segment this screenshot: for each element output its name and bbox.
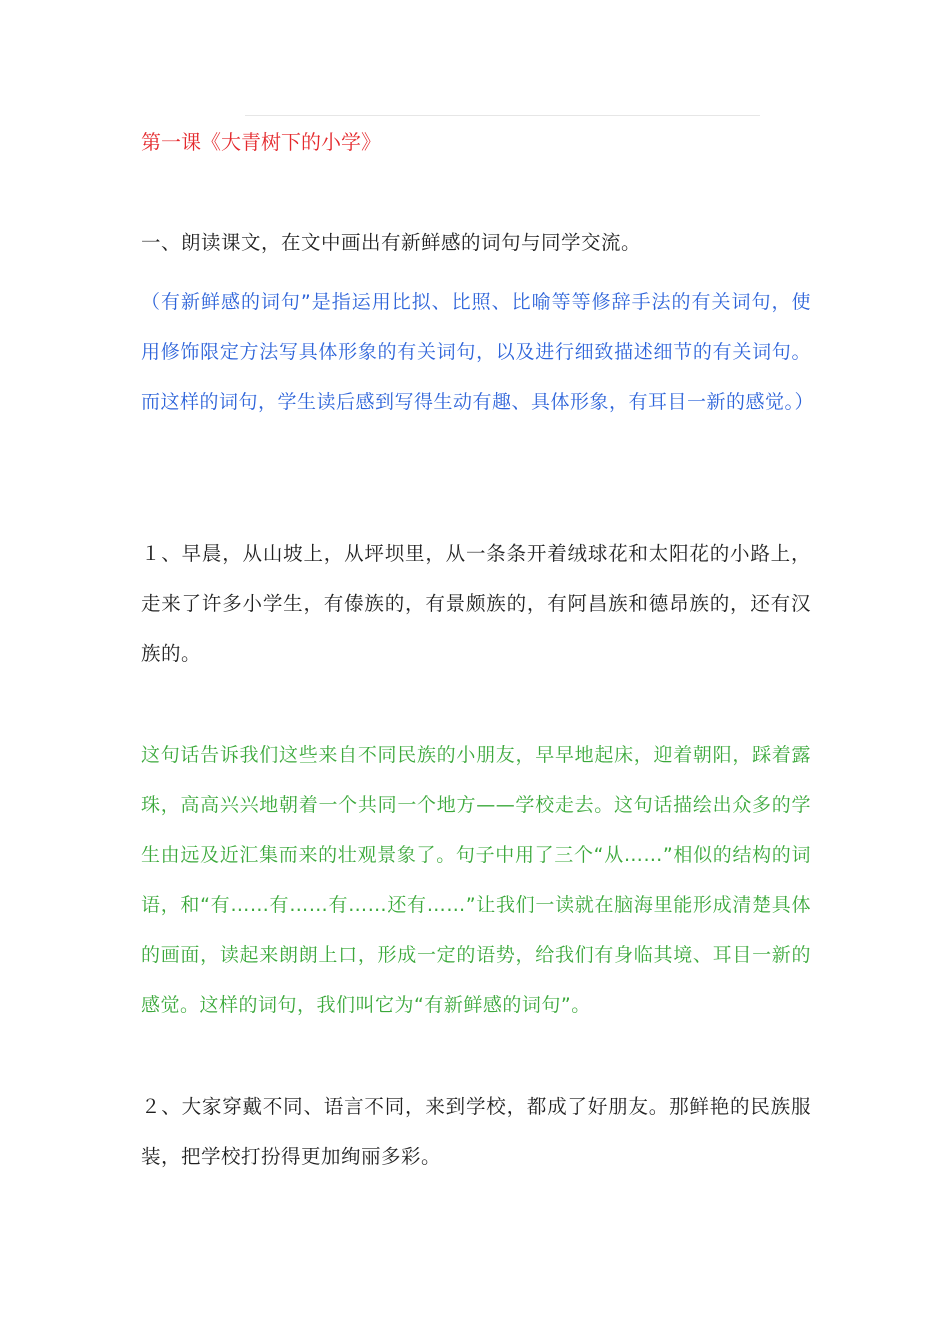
explanatory-note: （有新鲜感的词句”是指运用比拟、比照、比喻等等修辞手法的有关词句，使用修饰限定方法写具体形象的有关词句，以及进行细致描述细节的有关词句。而这样的词句，学生读后感到写得生动有趣、具体形象，有耳目一新的感觉。）	[141, 291, 815, 413]
quote-paragraph-1: １、早晨，从山坡上，从坪坝里，从一条条开着绒球花和太阳花的小路上，走来了许多小学生，有傣族的，有景颇族的，有阿昌族和德昂族的，还有汉族的。	[141, 542, 811, 665]
section-heading: 一、朗读课文，在文中画出有新鲜感的词句与同学交流。	[141, 231, 642, 254]
lesson-title: 第一课《大青树下的小学》	[141, 130, 381, 154]
quote-paragraph-2: ２、大家穿戴不同、语言不同，来到学校，都成了好朋友。那鲜艳的民族服装，把学校打扮得更加绚丽多彩。	[141, 1095, 811, 1168]
analysis-paragraph-1: 这句话告诉我们这些来自不同民族的小朋友，早早地起床，迎着朝阳，踩着露珠，高高兴兴地朝着一个共同一个地方——学校走去。这句话描绘出众多的学生由远及近汇集而来的壮观景象了。句子中用了三个“从……”相似的结构的词语，和“有……有……有……还有……”让我们一读就在脑海里能形成清楚具体的画面，读起来朗朗上口，形成一定的语势，给我们有身临其境、耳目一新的感觉。这样的词句，我们叫它为“有新鲜感的词句”。	[141, 744, 811, 1016]
top-divider	[245, 115, 760, 116]
